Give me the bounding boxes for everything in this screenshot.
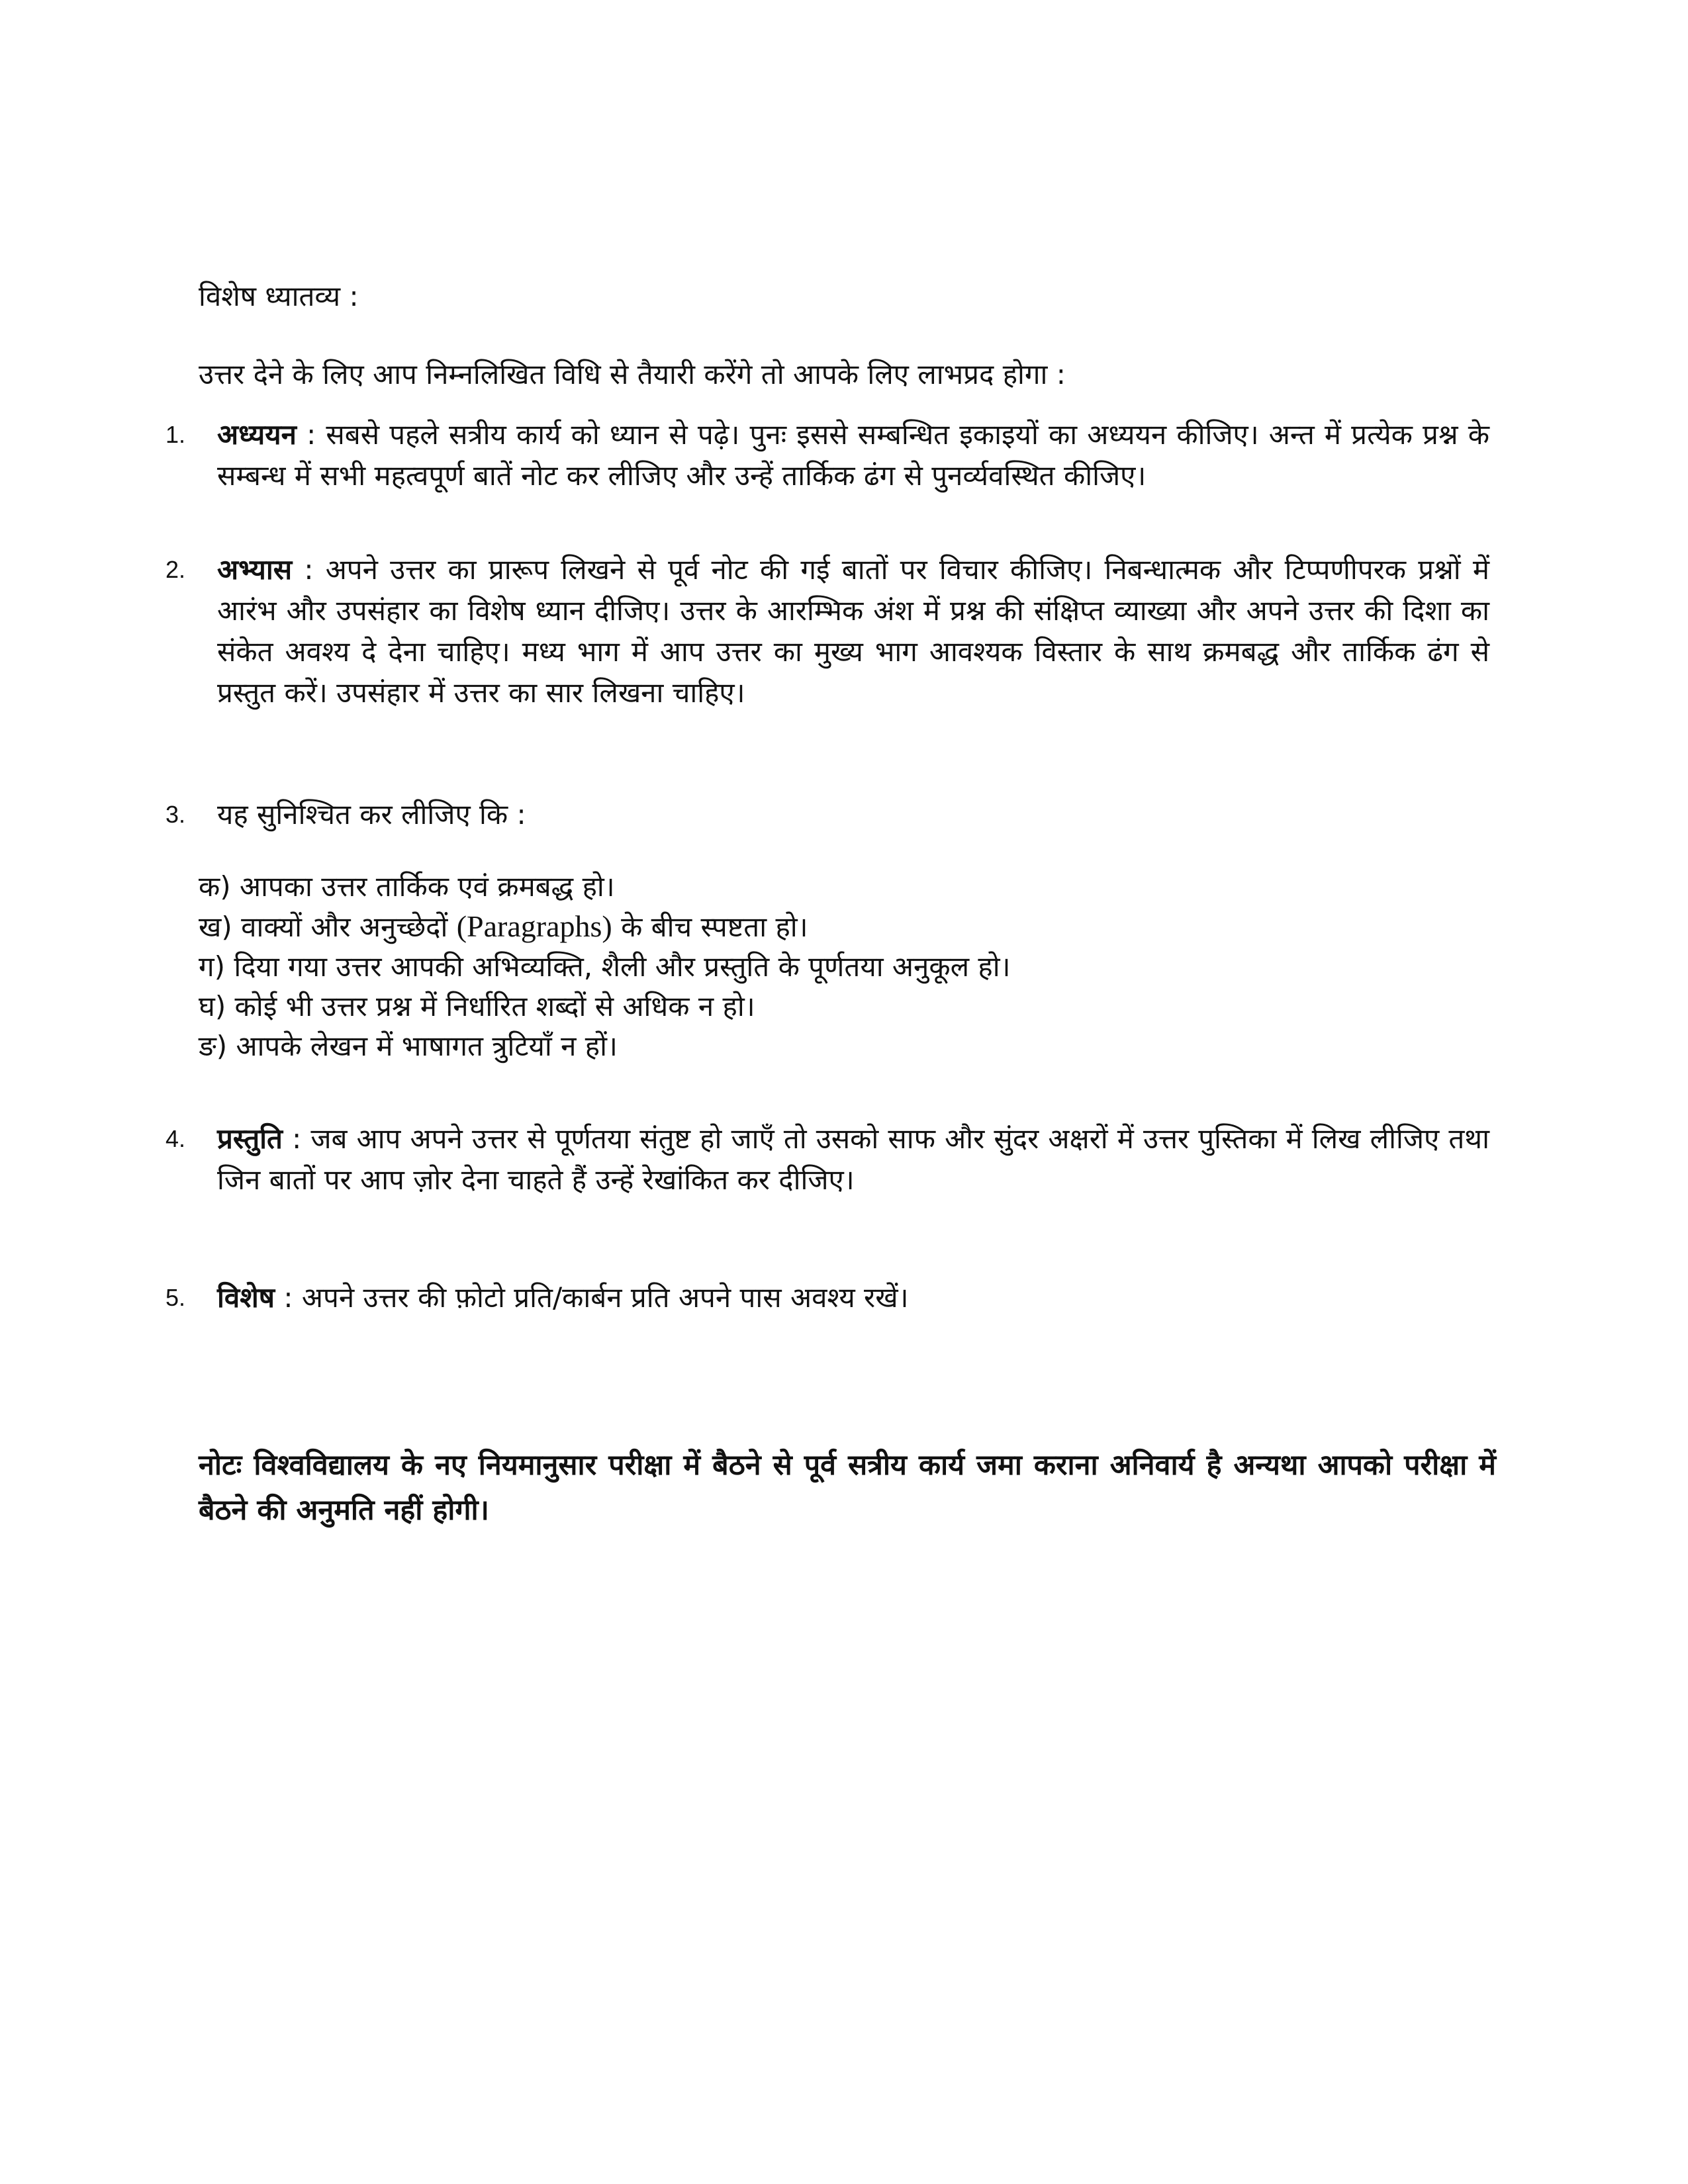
item-number: 2.: [165, 556, 186, 583]
important-note: नोटः विश्वविद्यालय के नए नियमानुसार परीक्षा में बैठने से पूर्व सत्रीय कार्य जमा कराना अनिवार्य है अन्यथा आपको परीक्षा में बैठने की अनुमति नहीं होगी।: [199, 1449, 1496, 1527]
list-item-special: [165, 1277, 1489, 1318]
list-item-study: [165, 414, 1489, 496]
checklist-item-gha: घ) कोई भी उत्तर प्रश्न में निर्धारित शब्दों से अधिक न हो।: [199, 990, 755, 1023]
item-text: : सबसे पहले सत्रीय कार्य को ध्यान से पढ़े। पुनः इससे सम्बन्धित इकाइयों का अध्ययन कीजिए। अन्त में प्रत्येक प्रश्न के सम्बन्ध में सभी महत्वपूर्ण बातें नोट कर लीजिए और उन्हें तार्किक ढंग से पुनर्व्यवस्थित कीजिए।: [217, 418, 1489, 492]
item-text: : अपने उत्तर का प्रारूप लिखने से पूर्व नोट की गई बातों पर विचार कीजिए। निबन्धात्मक और टिप्पणीपरक प्रश्नों में आरंभ और उपसंहार का विशेष ध्यान दीजिए। उत्तर के आरम्भिक अंश में प्रश्न की संक्षिप्त व्याख्या और अपने उत्तर की दिशा का संकेत अवश्य दे देना चाहिए। मध्य भाग में आप उत्तर का मुख्य भाग आवश्यक विस्तार के साथ क्रमबद्ध और तार्किक ढंग से प्रस्तुत करें। उपसंहार में उत्तर का सार लिखना चाहिए।: [217, 553, 1489, 709]
item-number: 3.: [165, 801, 186, 828]
intro-text: उत्तर देने के लिए आप निम्नलिखित विधि से तैयारी करेंगे तो आपके लिए लाभप्रद होगा :: [199, 358, 1066, 390]
item-number: 5.: [165, 1284, 186, 1311]
checklist-item-nga: ङ) आपके लेखन में भाषागत त्रुटियाँ न हों।: [199, 1030, 618, 1062]
item-text: : अपने उत्तर की फ़ोटो प्रति/कार्बन प्रति अपने पास अवश्य रखें।: [275, 1281, 909, 1314]
item-term: अध्ययन: [217, 418, 297, 451]
list-item-practice: [165, 549, 1489, 713]
checklist-text: ख) वाक्यों और अनुच्छेदों: [199, 911, 457, 943]
item-body: [217, 414, 1489, 496]
section-heading: विशेष ध्यातव्य :: [199, 280, 359, 312]
item-body: [217, 1277, 1489, 1318]
checklist-item-ga: ग) दिया गया उत्तर आपकी अभिव्यक्ति, शैली और प्रस्तुति के पूर्णतया अनुकूल हो।: [199, 950, 1011, 983]
item-body: [217, 794, 1489, 835]
checklist-text: के बीच स्पष्टता हो।: [612, 911, 808, 943]
item-term: विशेष: [217, 1281, 275, 1314]
item-term: अभ्यास: [217, 553, 293, 586]
item-text: यह सुनिश्चित कर लीजिए कि :: [217, 798, 526, 831]
item-body: [217, 1118, 1489, 1201]
item-term: प्रस्तुति: [217, 1122, 283, 1155]
list-item-ensure: [165, 794, 1489, 835]
checklist-item-ka: क) आपका उत्तर तार्किक एवं क्रमबद्ध हो।: [199, 870, 615, 903]
checklist-item-kha: [199, 907, 1011, 947]
item-text: : जब आप अपने उत्तर से पूर्णतया संतुष्ट हो जाएँ तो उसको साफ और सुंदर अक्षरों में उत्तर पुस्तिका में लिख लीजिए तथा जिन बातों पर आप ज़ोर देना चाहते हैं उन्हें रेखांकित कर दीजिए।: [217, 1122, 1489, 1196]
checklist: [199, 867, 1011, 1066]
item-body: [217, 549, 1489, 713]
checklist-latin-text: (Paragraphs): [456, 909, 612, 943]
item-number: 4.: [165, 1125, 186, 1152]
item-number: 1.: [165, 421, 186, 448]
list-item-presentation: [165, 1118, 1489, 1201]
